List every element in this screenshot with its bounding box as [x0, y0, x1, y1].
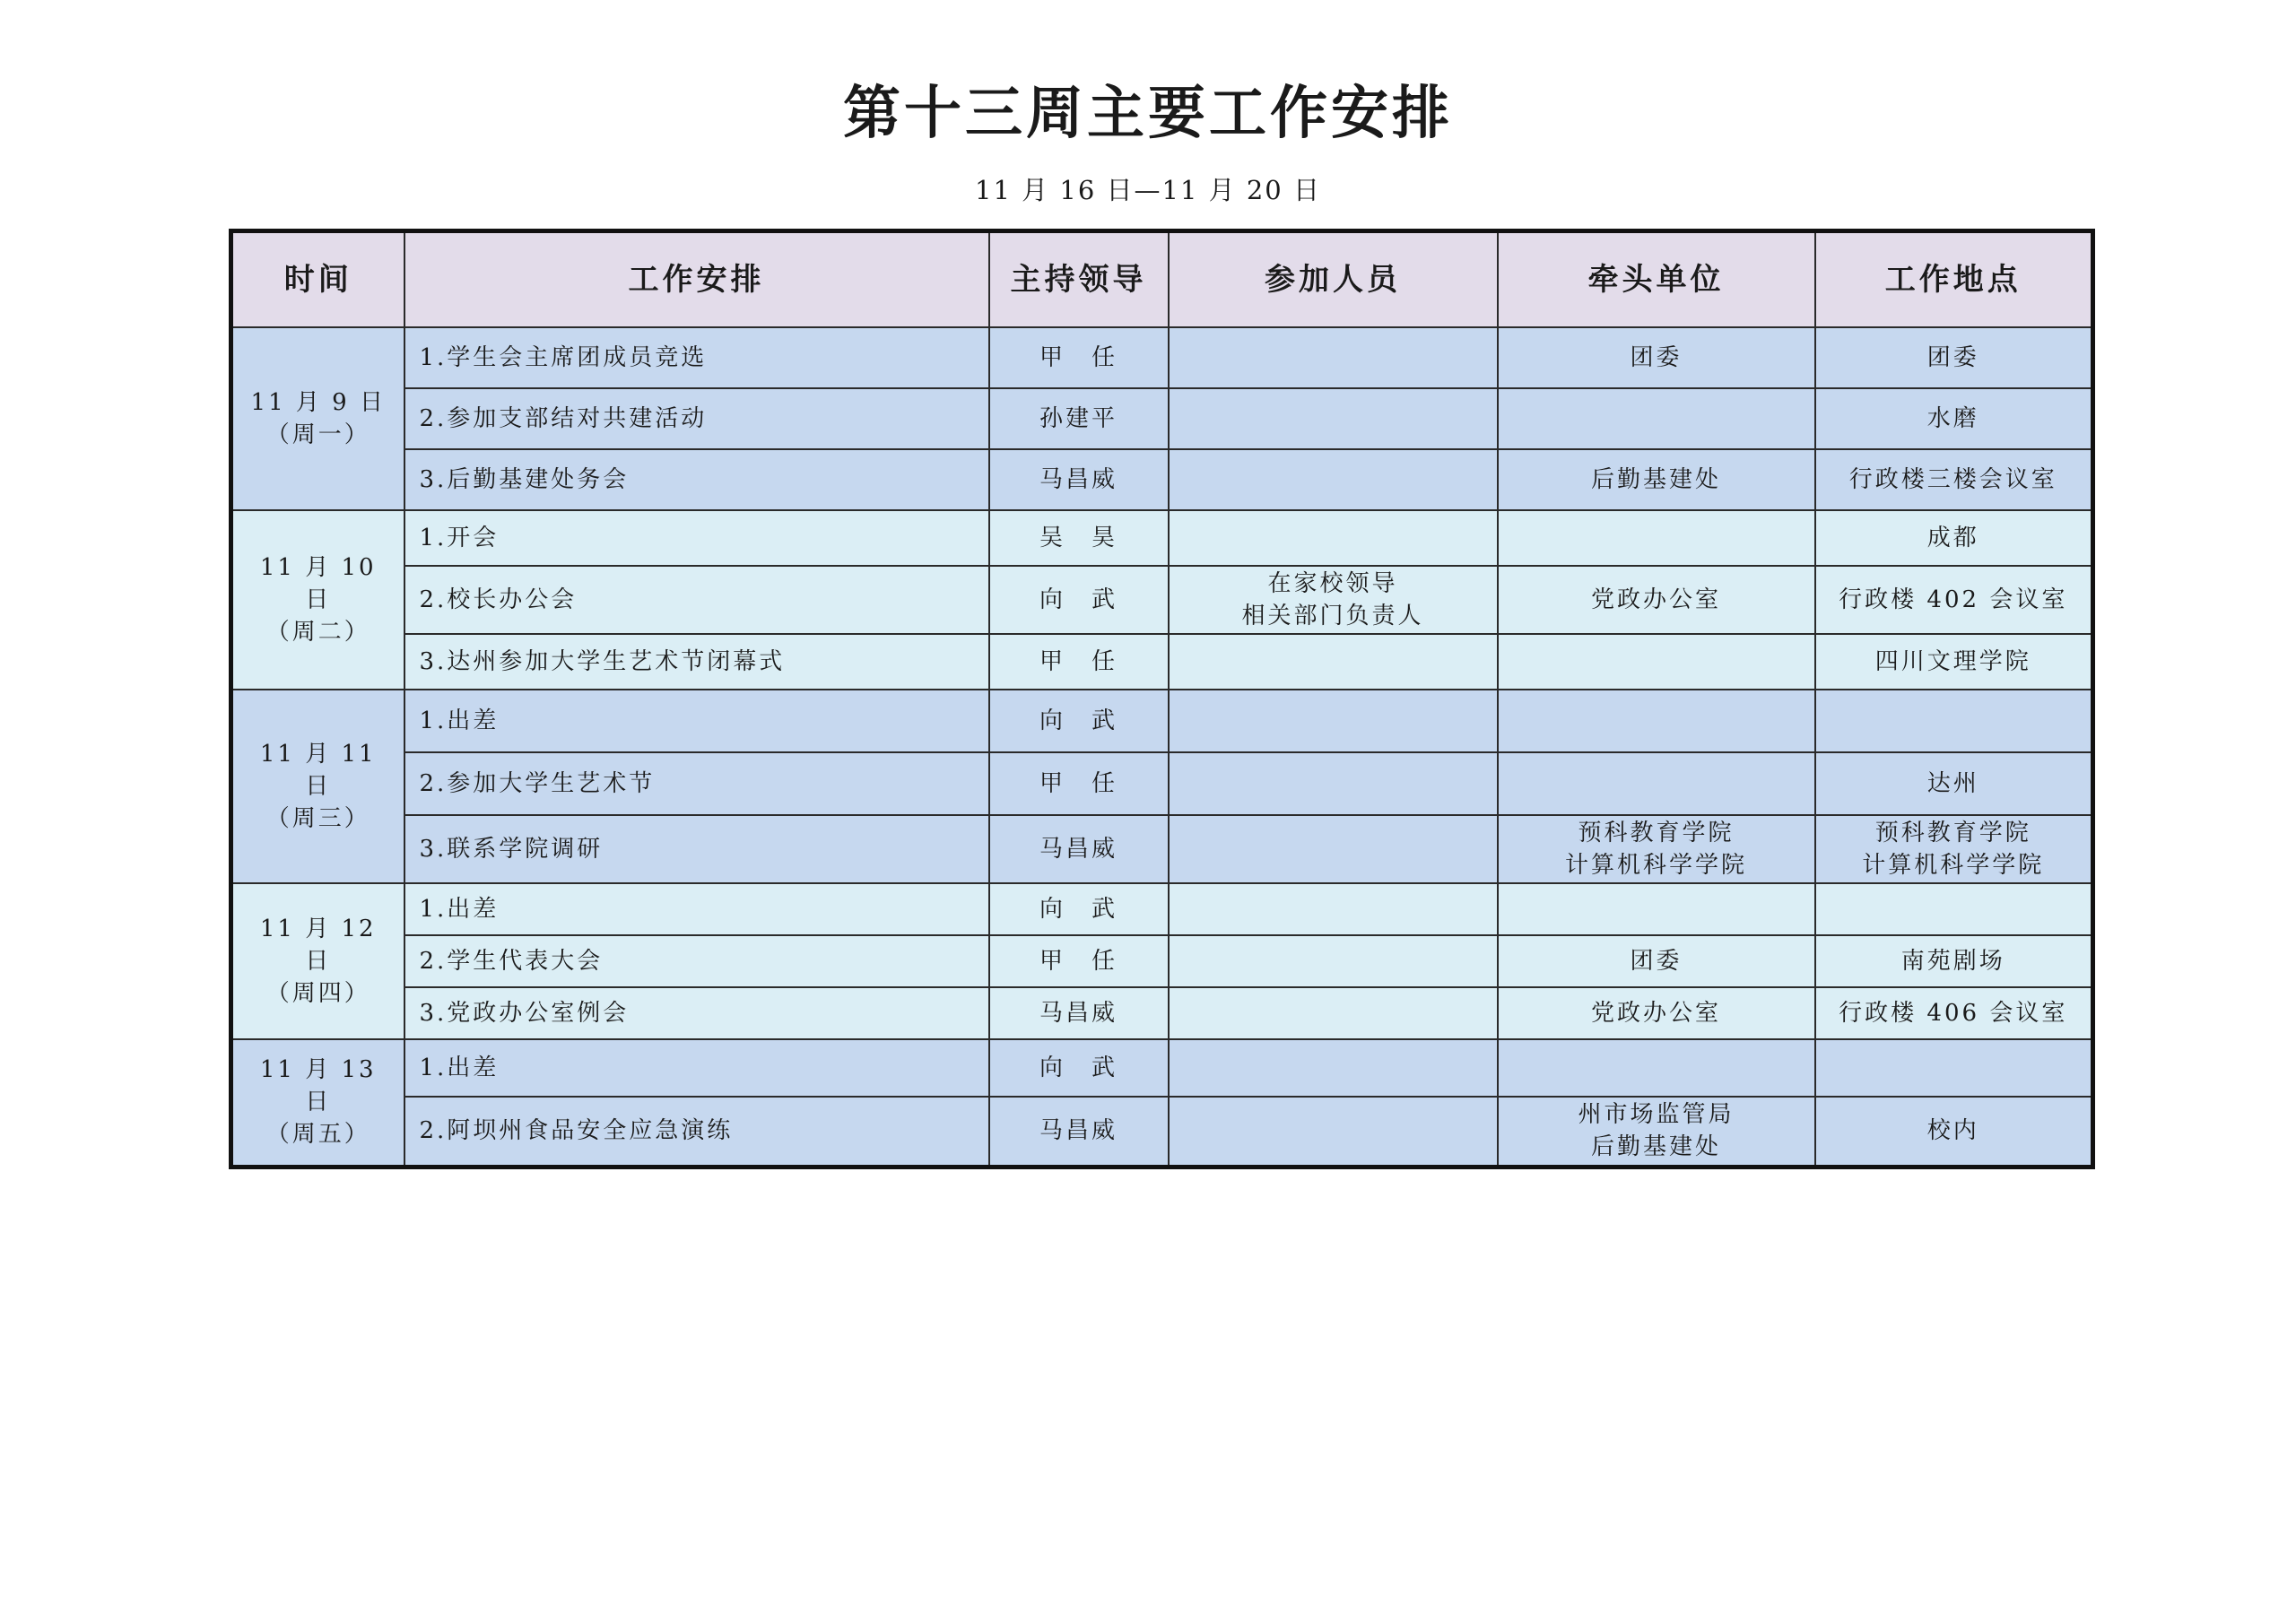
attendees-cell — [1169, 510, 1498, 566]
task-cell: 1.开会 — [404, 510, 989, 566]
task-cell: 3.联系学院调研 — [404, 815, 989, 883]
attendees-cell — [1169, 815, 1498, 883]
leader-cell: 马昌威 — [989, 449, 1169, 510]
location-line: 成都 — [1926, 525, 1979, 551]
lead-unit-cell — [1498, 566, 1815, 634]
table-row — [231, 883, 2093, 935]
location-line: 行政楼三楼会议室 — [1848, 466, 2057, 493]
day-date: 11 月 10 日 — [259, 554, 377, 613]
table-row — [231, 1039, 2093, 1097]
location-cell — [1815, 815, 2093, 883]
attendee-line: 在家校领导 — [1267, 570, 1398, 597]
table-row — [231, 1097, 2093, 1167]
lead-unit-cell — [1498, 327, 1815, 388]
leader-cell: 甲 任 — [989, 752, 1169, 815]
lead-unit-line: 党政办公室 — [1590, 1000, 1721, 1027]
attendees-cell — [1169, 566, 1498, 634]
header-location: 工作地点 — [1815, 231, 2093, 328]
header-attendees: 参加人员 — [1169, 231, 1498, 328]
leader-cell: 吴 昊 — [989, 510, 1169, 566]
task-cell: 1.出差 — [404, 883, 989, 935]
leader-cell: 向 武 — [989, 566, 1169, 634]
schedule-table — [229, 229, 2095, 1169]
lead-unit-cell — [1498, 510, 1815, 566]
leader-cell: 向 武 — [989, 883, 1169, 935]
location-cell — [1815, 935, 2093, 987]
attendees-cell — [1169, 388, 1498, 449]
attendees-cell — [1169, 327, 1498, 388]
attendees-cell — [1169, 883, 1498, 935]
table-row — [231, 815, 2093, 883]
leader-cell: 马昌威 — [989, 987, 1169, 1039]
location-cell — [1815, 1039, 2093, 1097]
leader-cell: 向 武 — [989, 690, 1169, 752]
lead-unit-line: 团委 — [1630, 344, 1683, 371]
day-weekday: （周一） — [265, 421, 370, 448]
day-cell — [231, 690, 404, 883]
location-line: 四川文理学院 — [1874, 648, 2031, 675]
location-line: 南苑剧场 — [1900, 948, 2005, 975]
location-line: 团委 — [1926, 344, 1979, 371]
lead-unit-cell — [1498, 1097, 1815, 1167]
attendees-cell — [1169, 1097, 1498, 1167]
location-cell — [1815, 449, 2093, 510]
leader-cell: 甲 任 — [989, 935, 1169, 987]
lead-unit-line: 团委 — [1630, 948, 1683, 975]
day-weekday: （周二） — [265, 619, 370, 646]
date-range-subtitle: 11 月 16 日—11 月 20 日 — [975, 175, 1321, 205]
location-cell — [1815, 327, 2093, 388]
attendees-cell — [1169, 634, 1498, 690]
page-title: 第十三周主要工作安排 — [843, 80, 1453, 147]
day-date: 11 月 12 日 — [259, 916, 377, 975]
location-cell — [1815, 690, 2093, 752]
location-line: 达州 — [1926, 770, 1979, 797]
day-cell — [231, 510, 404, 690]
header-time: 时间 — [231, 231, 404, 328]
lead-unit-cell — [1498, 1039, 1815, 1097]
location-cell — [1815, 634, 2093, 690]
location-line: 水磨 — [1926, 405, 1979, 432]
location-line: 行政楼 406 会议室 — [1839, 1000, 2068, 1027]
task-cell: 3.党政办公室例会 — [404, 987, 989, 1039]
table-row — [231, 987, 2093, 1039]
day-date: 11 月 11 日 — [259, 741, 377, 800]
schedule-body — [231, 327, 2093, 1167]
lead-unit-cell — [1498, 690, 1815, 752]
attendees-cell — [1169, 935, 1498, 987]
location-cell — [1815, 1097, 2093, 1167]
table-row — [231, 388, 2093, 449]
leader-cell: 甲 任 — [989, 634, 1169, 690]
location-line: 预科教育学院 — [1874, 820, 2031, 846]
attendee-line: 相关部门负责人 — [1241, 603, 1424, 629]
lead-unit-line: 后勤基建处 — [1590, 1133, 1721, 1161]
day-weekday: （周五） — [265, 1121, 370, 1149]
header-lead-unit: 牵头单位 — [1498, 231, 1815, 328]
attendees-cell — [1169, 752, 1498, 815]
lead-unit-cell — [1498, 449, 1815, 510]
lead-unit-line: 计算机科学学院 — [1564, 852, 1747, 879]
attendees-cell — [1169, 449, 1498, 510]
day-weekday: （周四） — [265, 980, 370, 1007]
location-cell — [1815, 388, 2093, 449]
location-line: 计算机科学学院 — [1862, 852, 2045, 879]
task-cell: 3.后勤基建处务会 — [404, 449, 989, 510]
lead-unit-line: 党政办公室 — [1590, 586, 1721, 613]
task-cell: 2.学生代表大会 — [404, 935, 989, 987]
lead-unit-cell — [1498, 815, 1815, 883]
task-cell: 2.校长办公会 — [404, 566, 989, 634]
attendees-cell — [1169, 987, 1498, 1039]
task-cell: 2.阿坝州食品安全应急演练 — [404, 1097, 989, 1167]
header-leader: 主持领导 — [989, 231, 1169, 328]
lead-unit-cell — [1498, 935, 1815, 987]
leader-cell: 向 武 — [989, 1039, 1169, 1097]
lead-unit-line: 预科教育学院 — [1578, 820, 1735, 846]
day-date: 11 月 9 日 — [250, 389, 386, 416]
task-cell: 2.参加支部结对共建活动 — [404, 388, 989, 449]
attendees-cell — [1169, 1039, 1498, 1097]
leader-cell: 马昌威 — [989, 815, 1169, 883]
task-cell: 1.出差 — [404, 690, 989, 752]
location-cell — [1815, 883, 2093, 935]
lead-unit-cell — [1498, 987, 1815, 1039]
table-row — [231, 327, 2093, 388]
location-cell — [1815, 566, 2093, 634]
task-cell: 3.达州参加大学生艺术节闭幕式 — [404, 634, 989, 690]
table-row — [231, 690, 2093, 752]
header-task: 工作安排 — [404, 231, 989, 328]
table-row — [231, 634, 2093, 690]
location-cell — [1815, 510, 2093, 566]
location-line: 校内 — [1926, 1117, 1979, 1145]
lead-unit-cell — [1498, 634, 1815, 690]
lead-unit-line: 后勤基建处 — [1590, 466, 1721, 493]
day-cell — [231, 1039, 404, 1167]
lead-unit-cell — [1498, 752, 1815, 815]
day-weekday: （周三） — [265, 805, 370, 832]
location-cell — [1815, 752, 2093, 815]
task-cell: 2.参加大学生艺术节 — [404, 752, 989, 815]
day-cell — [231, 327, 404, 510]
task-cell: 1.学生会主席团成员竞选 — [404, 327, 989, 388]
leader-cell: 孙建平 — [989, 388, 1169, 449]
lead-unit-cell — [1498, 388, 1815, 449]
attendees-cell — [1169, 690, 1498, 752]
table-row — [231, 752, 2093, 815]
header-row — [231, 231, 2093, 328]
leader-cell: 马昌威 — [989, 1097, 1169, 1167]
location-cell — [1815, 987, 2093, 1039]
lead-unit-cell — [1498, 883, 1815, 935]
day-date: 11 月 13 日 — [259, 1056, 377, 1116]
table-row — [231, 566, 2093, 634]
leader-cell: 甲 任 — [989, 327, 1169, 388]
lead-unit-line: 州市场监管局 — [1578, 1101, 1735, 1129]
day-cell — [231, 883, 404, 1039]
task-cell: 1.出差 — [404, 1039, 989, 1097]
table-row — [231, 510, 2093, 566]
table-row — [231, 449, 2093, 510]
table-row — [231, 935, 2093, 987]
location-line: 行政楼 402 会议室 — [1839, 586, 2068, 613]
